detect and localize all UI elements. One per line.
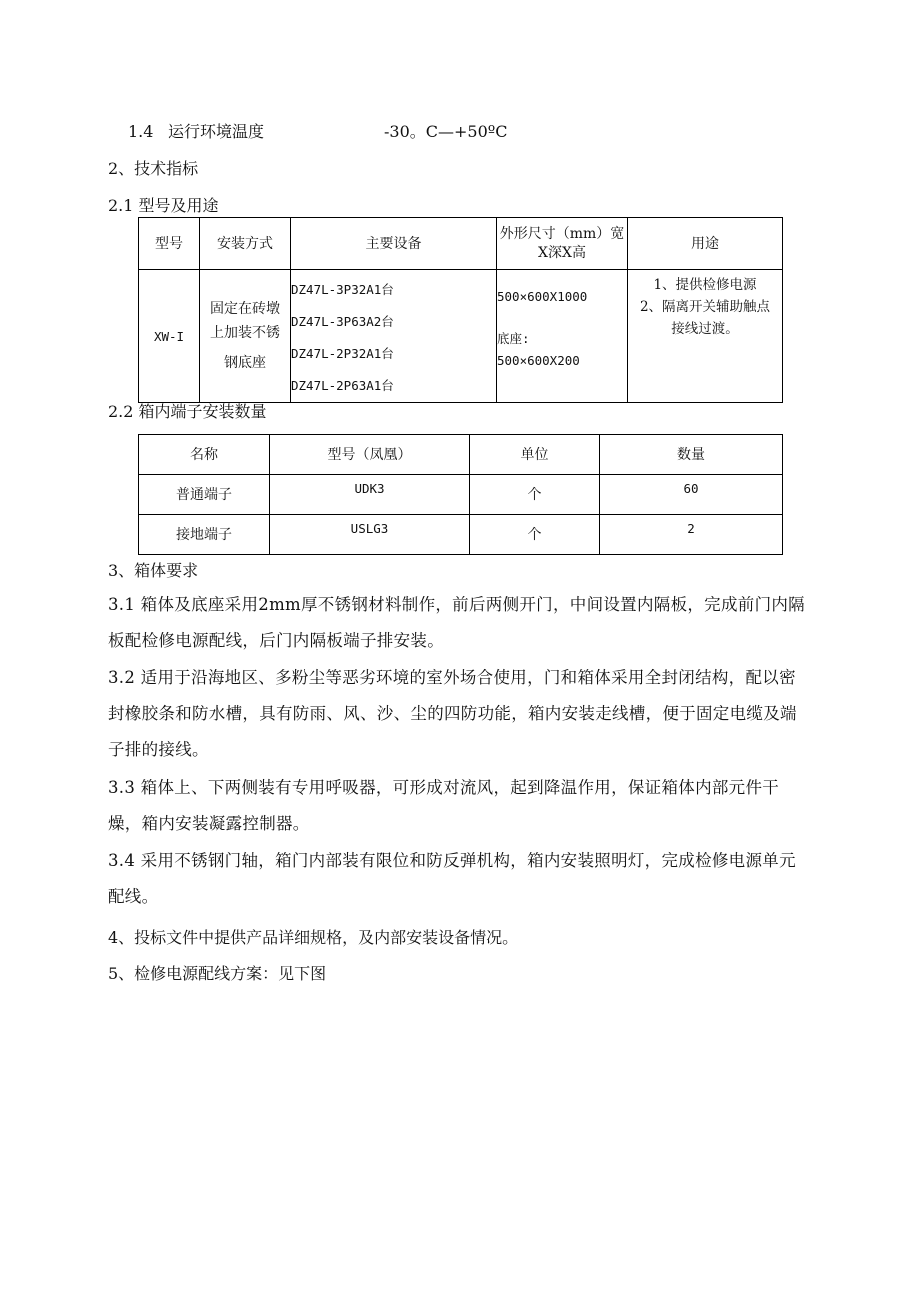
cell-equipment — [291, 270, 497, 403]
cell-unit: 个 — [470, 515, 600, 555]
cell-name: 接地端子 — [139, 515, 270, 555]
section-5-text: 5、检修电源配线方案：见下图 — [108, 964, 327, 983]
table-header-row — [139, 218, 783, 270]
cell-model: XW-I — [139, 270, 200, 403]
cell-dimensions — [497, 270, 628, 403]
equipment-item: DZ47L-3P63A2台 — [291, 314, 394, 329]
terminal-table — [138, 434, 783, 555]
header-name: 名称 — [139, 435, 270, 475]
paragraph-3-2: 3.2 适用于沿海地区、多粉尘等恶劣环境的室外场合使用，门和箱体采用全封闭结构，配以密封橡胶条和防水槽，具有防雨、风、沙、尘的四防功能，箱内安装走线槽，便于固定电缆及端子排的接线。 — [108, 668, 797, 759]
section-2-heading: 2、技术指标 — [108, 159, 199, 178]
paragraph-3-1: 3.1 箱体及底座采用2mm厚不锈钢材料制作，前后两侧开门，中间设置内隔板，完成前门内隔板配检修电源配线，后门内隔板端子排安装。 — [108, 595, 805, 650]
table-header-row — [139, 435, 783, 475]
paragraph-3-4: 3.4 采用不锈钢门轴，箱门内部装有限位和防反弹机构，箱内安装照明灯，完成检修电源单元配线。 — [108, 851, 796, 906]
model-usage-table — [138, 217, 783, 403]
table-row — [139, 270, 783, 403]
cell-quantity: 60 — [600, 475, 783, 515]
section-2-1-heading: 2.1 型号及用途 — [108, 196, 219, 215]
usage-line: 2、隔离开关辅助触点 — [639, 299, 771, 315]
install-line: 钢底座 — [224, 355, 266, 371]
cell-type: USLG3 — [270, 515, 470, 555]
header-dimensions-line1: 外形尺寸（mm）宽 — [499, 225, 625, 242]
cell-type: UDK3 — [270, 475, 470, 515]
usage-line: 1、提供检修电源 — [653, 277, 757, 293]
cell-install — [200, 270, 291, 403]
header-quantity: 数量 — [600, 435, 783, 475]
header-dimensions-line2: X深X高 — [538, 244, 586, 261]
install-line: 固定在砖墩 — [210, 301, 280, 317]
section-4-text: 4、投标文件中提供产品详细规格，及内部安装设备情况。 — [108, 928, 519, 947]
cell-quantity: 2 — [600, 515, 783, 555]
cell-unit: 个 — [470, 475, 600, 515]
equipment-item: DZ47L-2P32A1台 — [291, 346, 394, 361]
equipment-item: DZ47L-2P63A1台 — [291, 378, 394, 393]
equipment-item: DZ47L-3P32A1台 — [291, 282, 394, 297]
cell-name: 普通端子 — [139, 475, 270, 515]
dims-box: 500×600X1000 — [497, 289, 588, 304]
table-row — [139, 475, 783, 515]
header-usage: 用途 — [628, 218, 783, 270]
section-3-heading: 3、箱体要求 — [108, 561, 199, 580]
usage-line: 接线过渡。 — [671, 321, 739, 337]
table-row — [139, 515, 783, 555]
header-type: 型号（凤凰） — [270, 435, 470, 475]
cell-usage — [628, 270, 783, 403]
dims-base-label: 底座: — [497, 331, 530, 346]
section-2-2-heading: 2.2 箱内端子安装数量 — [108, 402, 267, 421]
section-1-4-label: 运行环境温度 — [168, 122, 265, 141]
header-model: 型号 — [139, 218, 200, 270]
section-1-4-number: 1.4 — [128, 122, 154, 141]
header-equipment: 主要设备 — [291, 218, 497, 270]
dims-base: 500×600X200 — [497, 353, 580, 368]
paragraph-3-3: 3.3 箱体上、下两侧装有专用呼吸器，可形成对流风，起到降温作用，保证箱体内部元件干燥，箱内安装凝露控制器。 — [108, 778, 780, 833]
header-install: 安装方式 — [200, 218, 291, 270]
install-line: 上加装不锈 — [210, 325, 280, 341]
header-dimensions — [497, 218, 628, 270]
section-1-4-value: -30。C—+50ºC — [384, 122, 508, 141]
header-unit: 单位 — [470, 435, 600, 475]
